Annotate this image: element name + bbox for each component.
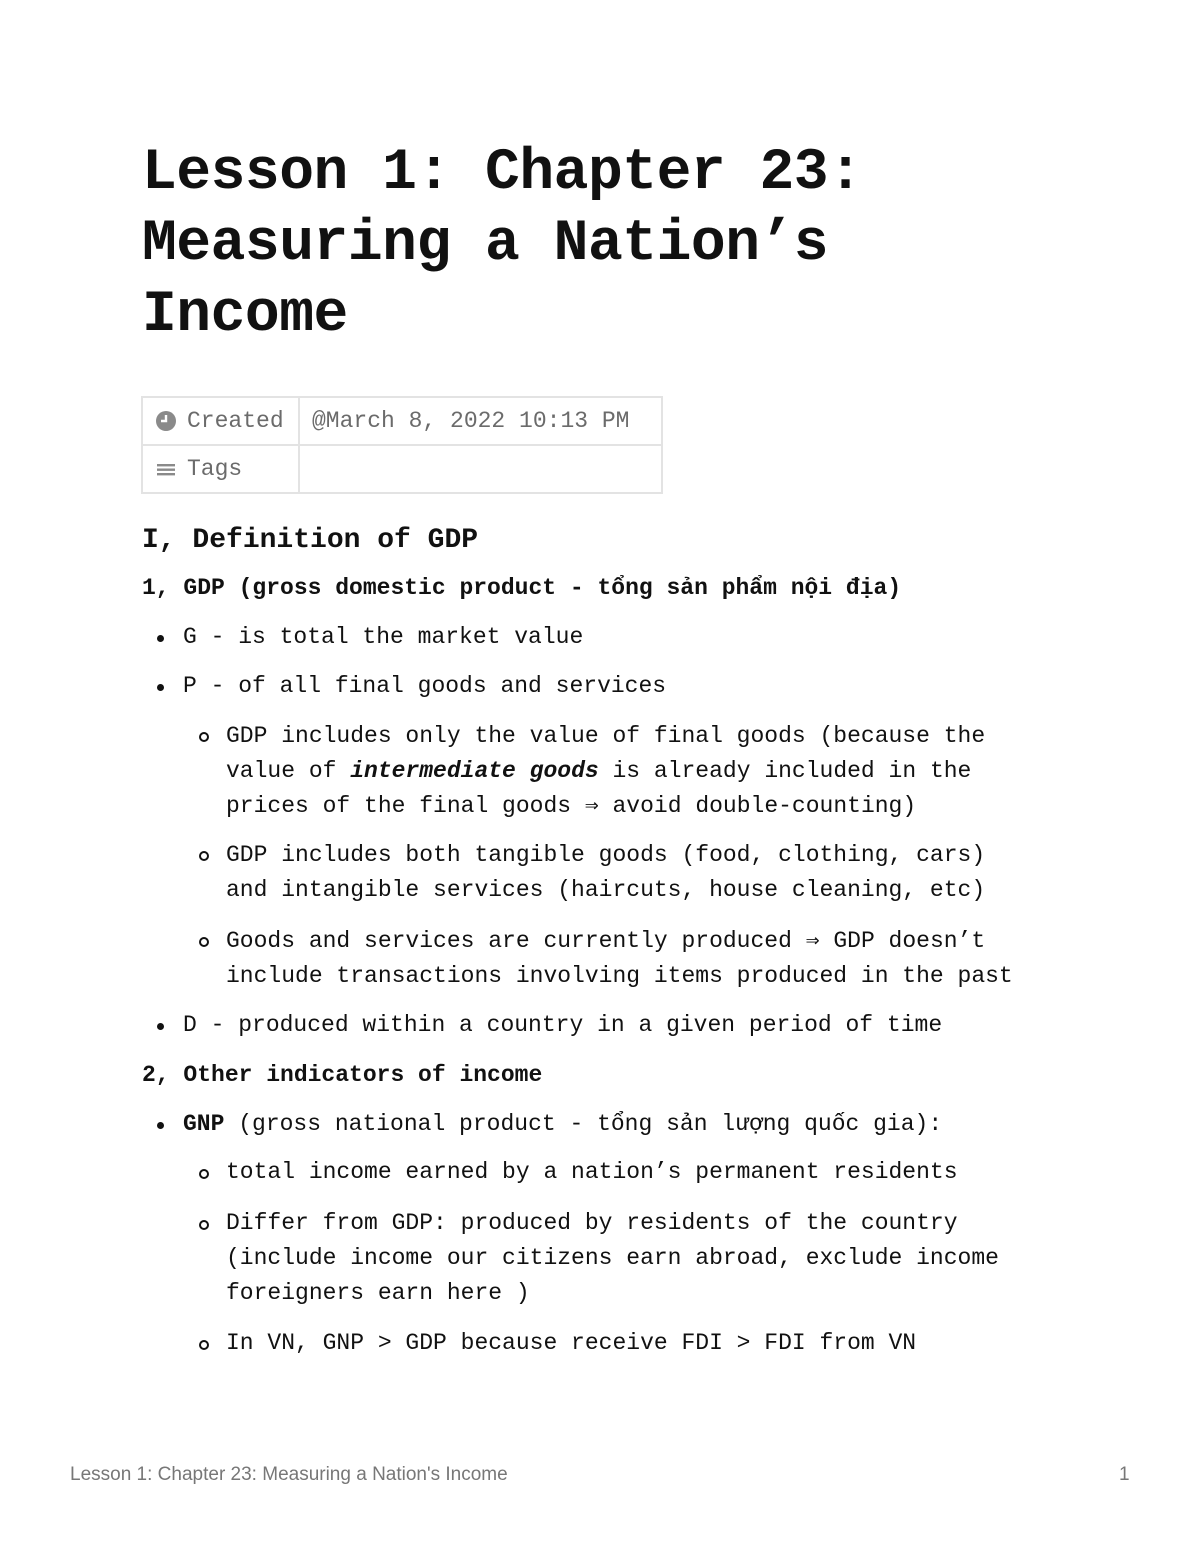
list-item-current-line1: Goods and services are currently produced ⇒ GDP doesn’t [226,928,986,954]
list-item-gnp-differ-line2: (include income our citizens earn abroad, exclude income [226,1245,999,1271]
subsection-heading-other-indicators: 2, Other indicators of income [142,1062,543,1088]
bullet-dot [157,1122,164,1129]
bullet-ring [199,937,209,947]
list-item-d: D - produced within a country in a given period of time [183,1012,943,1038]
list-item-g: G - is total the market value [183,624,584,650]
list-item-final-goods-line1: GDP includes only the value of final goods (because the [226,723,986,749]
footer-title: Lesson 1: Chapter 23: Measuring a Nation's Income [70,1464,508,1485]
tags-value [299,445,662,493]
list-item-gnp-vn: In VN, GNP > GDP because receive FDI > FDI from VN [226,1330,917,1356]
bullet-dot [157,684,164,691]
list-item-final-goods-line2: value of intermediate goods is already included in the [226,758,972,784]
list-item-gnp: GNP (gross national product - tổng sản lượng quốc gia): [183,1111,943,1137]
list-item-gnp-income: total income earned by a nation’s permanent residents [226,1159,958,1185]
section-heading-definition: I, Definition of GDP [142,525,479,556]
bullet-ring [199,732,209,742]
bullet-ring [199,851,209,861]
properties-table [141,396,663,494]
property-row-created [142,397,662,445]
bullet-ring [199,1220,209,1230]
page-number: 1 [1119,1464,1130,1485]
bullet-ring [199,1169,209,1179]
created-label: Created [187,408,284,434]
created-value: @March 8, 2022 10:13 PM [299,397,662,445]
tags-label: Tags [187,456,243,482]
list-item-gnp-differ-line1: Differ from GDP: produced by residents of the country [226,1210,958,1236]
list-icon [155,458,177,480]
emphasis-intermediate-goods: intermediate goods [350,758,599,784]
list-item-final-goods-line3: prices of the final goods ⇒ avoid double-counting) [226,793,917,819]
property-row-tags [142,445,662,493]
list-item-tangible-line1: GDP includes both tangible goods (food, clothing, cars) [226,842,986,868]
list-item-gnp-differ-line3: foreigners earn here ) [226,1280,530,1306]
bullet-ring [199,1340,209,1350]
gnp-term: GNP [183,1111,225,1137]
bullet-dot [157,635,164,642]
clock-icon [155,410,177,432]
subsection-heading-gdp: 1, GDP (gross domestic product - tổng sản phẩm nội địa) [142,575,902,601]
list-item-current-line2: include transactions involving items produced in the past [226,963,1013,989]
bullet-dot [157,1023,164,1030]
page-title: Lesson 1: Chapter 23: Measuring a Nation’s Income [142,141,863,348]
list-item-p: P - of all final goods and services [183,673,667,699]
list-item-tangible-line2: and intangible services (haircuts, house cleaning, etc) [226,877,986,903]
